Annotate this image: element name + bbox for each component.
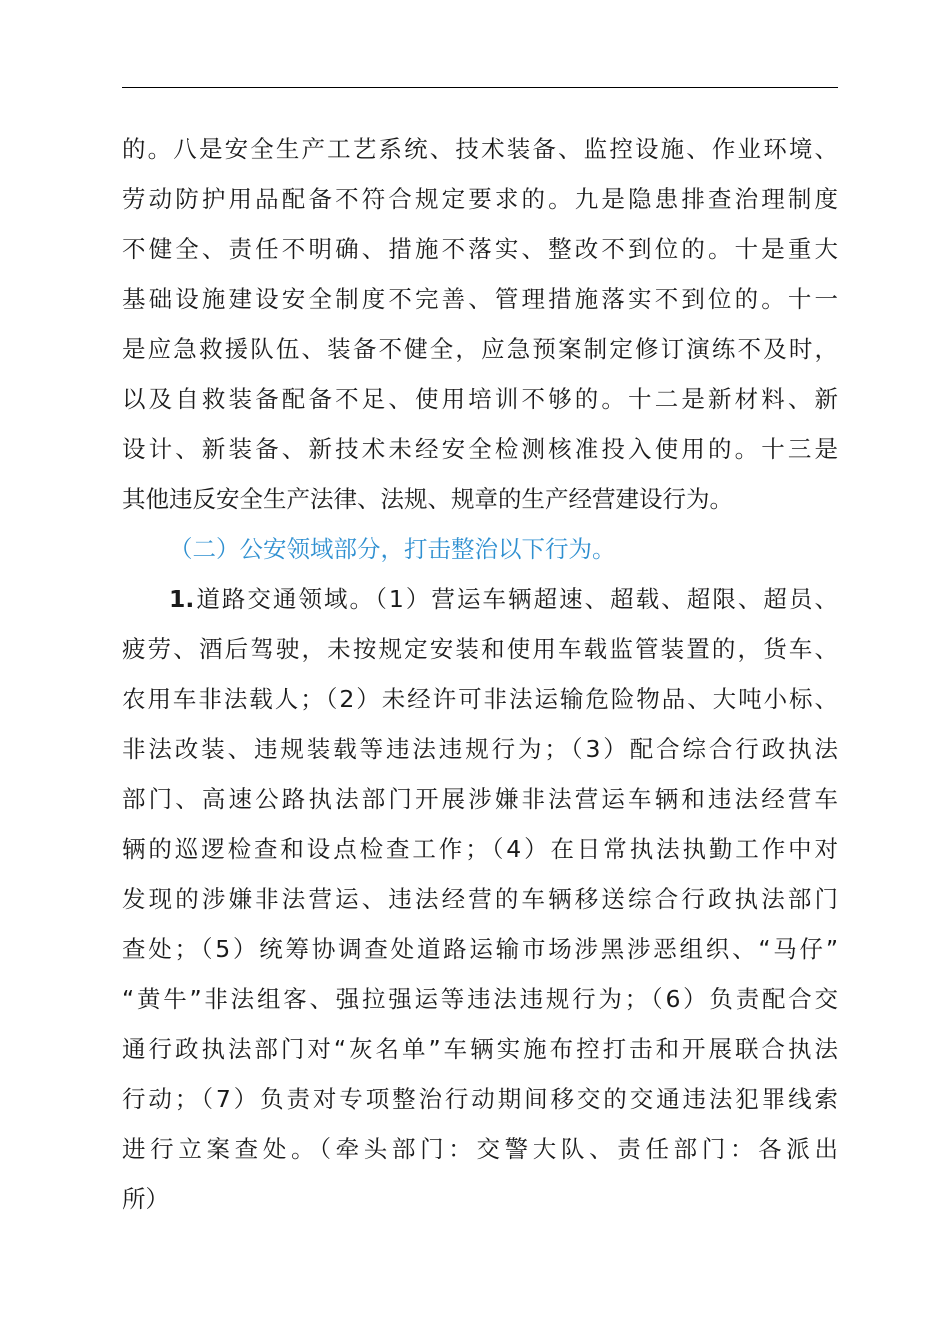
text-line: 疲劳、酒后驾驶，未按规定安装和使用车载监管装置的，货车、 — [122, 635, 838, 663]
text-line: 所） — [122, 1185, 169, 1213]
text-line: “黄牛”非法组客、强拉强运等违法违规行为；（6）负责配合交 — [122, 985, 838, 1013]
text-line: 部门、高速公路执法部门开展涉嫌非法营运车辆和违法经营车 — [122, 785, 838, 813]
text-line: 发现的涉嫌非法营运、违法经营的车辆移送综合行政执法部门 — [122, 885, 838, 913]
item-first-line — [122, 574, 838, 624]
item-number: 1. — [169, 585, 195, 613]
text-line: 进行立案查处。（牵头部门：交警大队、责任部门：各派出 — [122, 1135, 838, 1163]
text-line: 不健全、责任不明确、措施不落实、整改不到位的。十是重大 — [122, 235, 838, 263]
item-text: 道路交通领域。（1）营运车辆超速、超载、超限、超员、 — [194, 585, 838, 613]
text-line: 以及自救装备配备不足、使用培训不够的。十二是新材料、新 — [122, 385, 838, 413]
text-line: 是应急救援队伍、装备不健全，应急预案制定修订演练不及时， — [122, 335, 838, 363]
text-line: 查处；（5）统筹协调查处道路运输市场涉黑涉恶组织、“马仔” — [122, 935, 838, 963]
text-line: 设计、新装备、新技术未经安全检测核准投入使用的。十三是 — [122, 435, 838, 463]
text-line: 的。八是安全生产工艺系统、技术装备、监控设施、作业环境、 — [122, 135, 838, 163]
text-line: 通行政执法部门对“灰名单”车辆实施布控打击和开展联合执法 — [122, 1035, 838, 1063]
text-line: 劳动防护用品配备不符合规定要求的。九是隐患排查治理制度 — [122, 185, 838, 213]
text-line: 辆的巡逻检查和设点检查工作；（4）在日常执法执勤工作中对 — [122, 835, 838, 863]
document-body — [122, 124, 838, 1224]
text-line: 基础设施建设安全制度不完善、管理措施落实不到位的。十一 — [122, 285, 838, 313]
text-line: 行动；（7）负责对专项整治行动期间移交的交通违法犯罪线索 — [122, 1085, 838, 1113]
text-line: 非法改装、违规装载等违法违规行为；（3）配合综合行政执法 — [122, 735, 838, 763]
text-line: 其他违反安全生产法律、法规、规章的生产经营建设行为。 — [122, 485, 733, 513]
header-rule — [122, 87, 838, 88]
text-line: 农用车非法载人；（2）未经许可非法运输危险物品、大吨小标、 — [122, 685, 838, 713]
section-heading: （二）公安领域部分，打击整治以下行为。 — [169, 535, 616, 563]
